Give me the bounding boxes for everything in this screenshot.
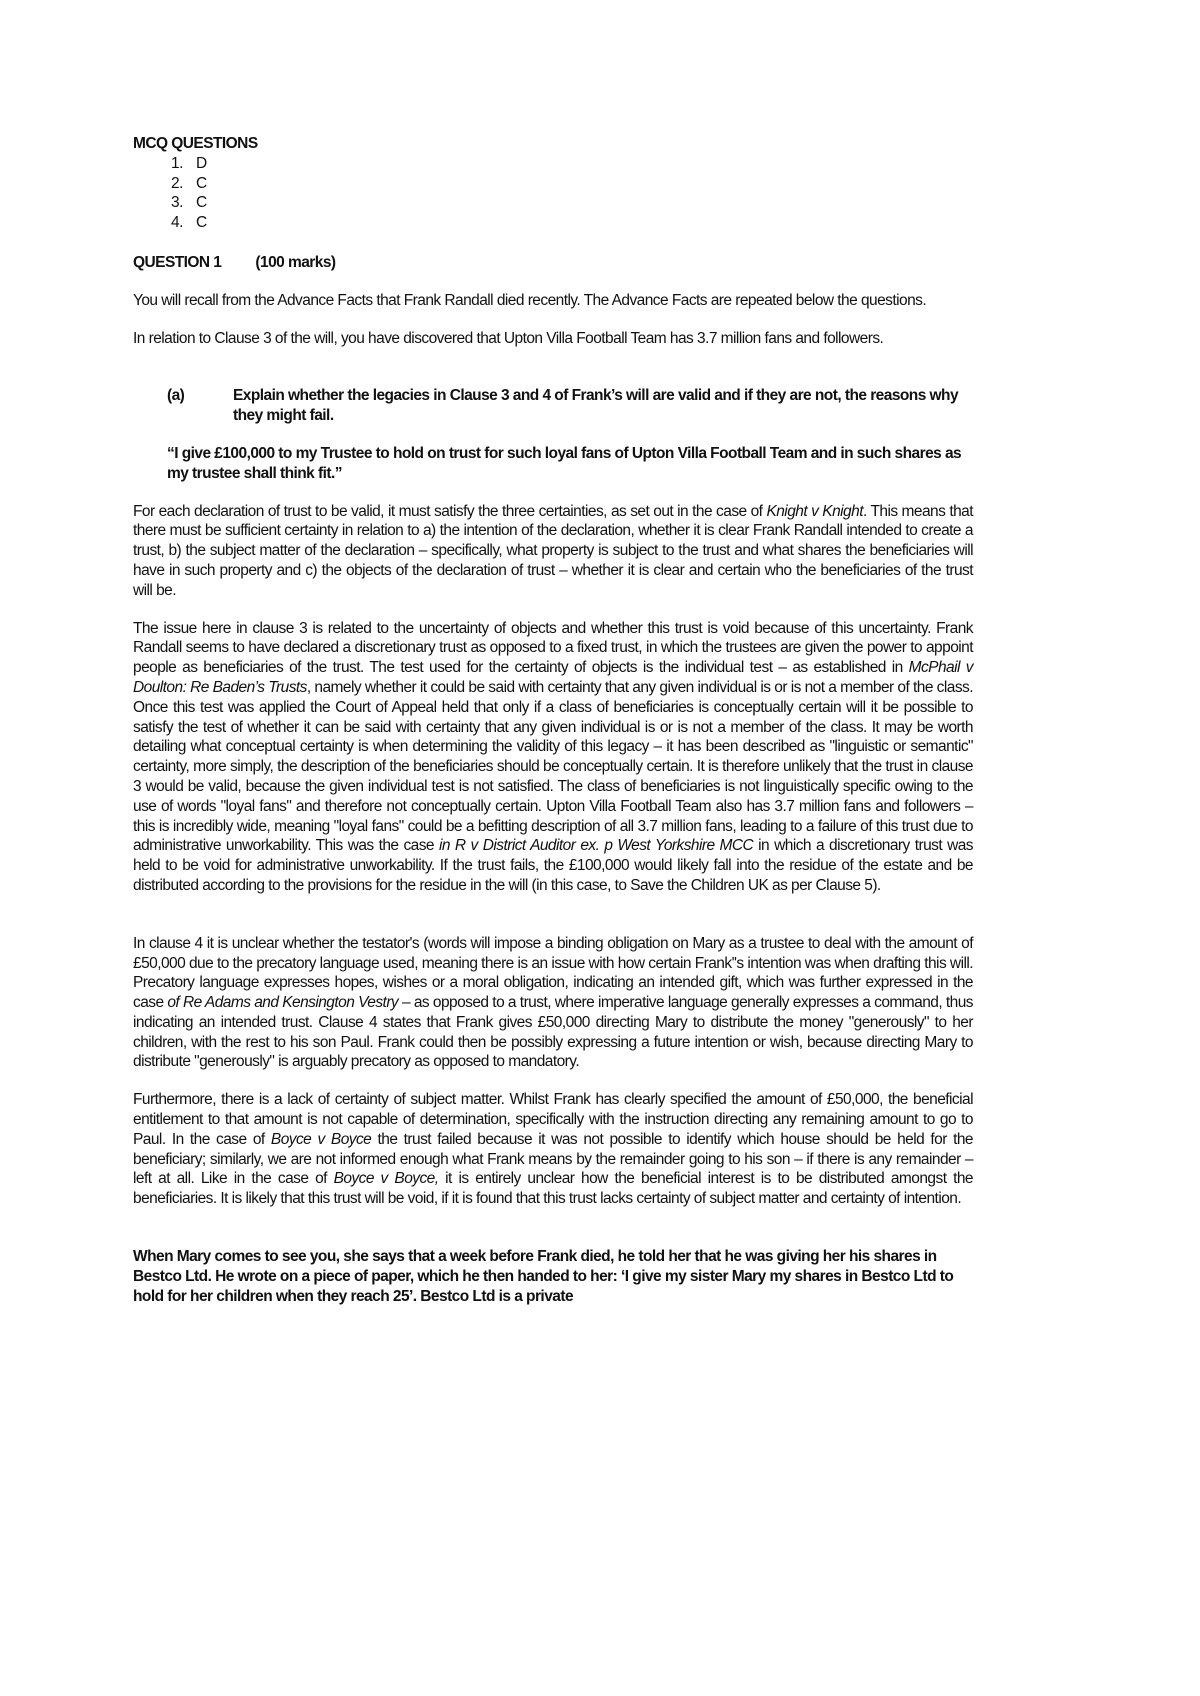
- paragraph-text: In clause 4 it is unclear whether the testator's (words will impose a binding obligation on Mary as a trustee to deal with the amount of £50,000 due to the precatory language used, meaning there is an issue with how certain Frank''s intention was when drafting this will. Precatory language expresses hopes, wishes or a moral obligation, indicating an intended gift, which was further expressed in the case: [133, 934, 973, 1012]
- question-part: [133, 386, 973, 426]
- answer-body: [133, 502, 973, 1210]
- case-citation: McPhail v Doulton: Re Baden’s Trusts: [133, 659, 973, 696]
- paragraph-text: , namely whether it could be said with certainty that any given individual is or is not a member of the class. Once this test was applied the Court of Appeal held that only if a class of beneficiaries is conceptually certain will it be possible to satisfy the test of whether it can be said with certainty that any given individual is or is not a member of the class. It may be worth detailing what conceptual certainty is when determining the validity of this legacy – it has been described as "linguistic or semantic" certainty, more simply, the description of the beneficiaries should be conceptually certain. It is therefore unlikely that the trust in clause 3 would be valid, because the given individual test is not satisfied. The class of beneficiaries is not linguistically specific owing to the use of words "loyal fans" and therefore not conceptually certain. Upton Villa Football Team also has 3.7 million fans and followers – this is incredibly wide, meaning "loyal fans" could be a befitting description of all 3.7 million fans, leading to a failure of this trust due to administrative unworkability. This was the case: [133, 678, 973, 855]
- answer-paragraph: [133, 1090, 973, 1209]
- question-marks: (100 marks): [255, 253, 336, 271]
- answer-number: 2.: [171, 174, 183, 192]
- mcq-answer: [133, 193, 973, 213]
- will-clause-quote: “I give £100,000 to my Trustee to hold on trust for such loyal fans of Upton Villa Football Team and in such shares as my trustee shall think fit.”: [167, 444, 962, 482]
- paragraph-text: the trust failed because it was not possible to identify which house should be held for the beneficiary; similarly, we are not informed enough what Frank means by the remainder going to his son – if there is any remainder – left at all. Like in the case of: [133, 1130, 974, 1188]
- paragraph-text: For each declaration of trust to be valid, it must satisfy the three certainties, as set out in the case of: [133, 502, 767, 520]
- answer-letter: D: [196, 154, 207, 172]
- question-intro: In relation to Clause 3 of the will, you have discovered that Upton Villa Football Team has 3.7 million fans and followers.: [133, 329, 884, 347]
- case-citation: Knight v Knight: [766, 502, 863, 520]
- next-question-text: When Mary comes to see you, she says that a week before Frank died, he told her that he was giving her his shares in Bestco Ltd. He wrote on a piece of paper, which he then handed to her: ‘I give my sister Mary my shares in Bestco Ltd to hold for her children when they reach 25’. Bestco Ltd is a private: [133, 1248, 954, 1305]
- mcq-heading: MCQ QUESTIONS: [133, 135, 258, 152]
- paragraph-text: it is entirely unclear how the beneficial interest is to be distributed amongst the beneficiaries. It is likely that this trust will be void, if it is found that this trust lacks certainty of subject matter and certainty of intention.: [133, 1170, 973, 1208]
- answer-number: 1.: [171, 154, 183, 172]
- paragraph-text: Furthermore, there is a lack of certainty of subject matter. Whilst Frank has clearly specified the amount of £50,000, the beneficial entitlement to that amount is not capable of determination, specifically with the instruction directing any remaining amount to go to Paul. In the case of: [133, 1091, 973, 1148]
- answer-paragraph: [133, 619, 973, 896]
- answer-letter: C: [196, 214, 207, 232]
- part-label: (a): [167, 387, 185, 405]
- paragraph-text: The issue here in clause 3 is related to the uncertainty of objects and whether this trust is void because of this uncertainty. Frank Randall seems to have declared a discretionary trust as opposed to a fixed trust, in which the trustees are given the power to appoint people as beneficiaries of the trust. The test used for the certainty of objects is the individual test – as established in: [133, 619, 973, 677]
- case-citation: in R v District Auditor ex. p West Yorkshire MCC: [438, 837, 754, 855]
- answer-letter: C: [196, 174, 207, 192]
- answer-paragraph: [133, 934, 973, 1073]
- question-title: QUESTION 1: [133, 253, 222, 271]
- paragraph-text: . This means that there must be sufficient certainty in relation to a) the intention of the declaration, whether it is clear Frank Randall intended to create a trust, b) the subject matter of the declaration – specifically, what property is subject to the trust and what shares the beneficiaries will have in such property and c) the objects of the declaration of trust – whether it is clear and certain who the beneficiaries of the trust will be.: [133, 502, 973, 599]
- answer-letter: C: [196, 194, 207, 212]
- question-heading: [133, 253, 973, 273]
- answer-number: 4.: [171, 214, 183, 232]
- mcq-answer: [133, 213, 973, 233]
- case-citation: of Re Adams and Kensington Vestry: [167, 994, 399, 1012]
- mcq-answer: [133, 174, 973, 194]
- mcq-answer: [133, 154, 973, 174]
- case-citation: Boyce v Boyce: [270, 1130, 372, 1148]
- part-text: Explain whether the legacies in Clause 3 and 4 of Frank’s will are valid and if they are not, the reasons why they might fail.: [233, 387, 959, 425]
- case-citation: Boyce v Boyce,: [333, 1170, 439, 1188]
- paragraph-text: – as opposed to a trust, where imperative language generally expresses a command, thus indicating an intended trust. Clause 4 states that Frank gives £50,000 directing Mary to distribute the money "generously" to her children, with the rest to his son Paul. Frank could then be possibly expressing a future intention or wish, because directing Mary to distribute "generously" is arguably precatory as opposed to mandatory.: [133, 994, 973, 1071]
- answer-paragraph: [133, 502, 973, 601]
- paragraph-text: in which a discretionary trust was held to be void for administrative unworkability. If the trust fails, the £100,000 would likely fall into the residue of the estate and be distributed according to the provisions for the residue in the will (in this case, to Save the Children UK as per Clause 5).: [133, 837, 973, 894]
- question-intro: You will recall from the Advance Facts that Frank Randall died recently. The Advance Facts are repeated below the questions.: [133, 291, 927, 309]
- mcq-answer-list: [133, 154, 973, 233]
- answer-number: 3.: [171, 194, 183, 212]
- document-page: [133, 134, 973, 1306]
